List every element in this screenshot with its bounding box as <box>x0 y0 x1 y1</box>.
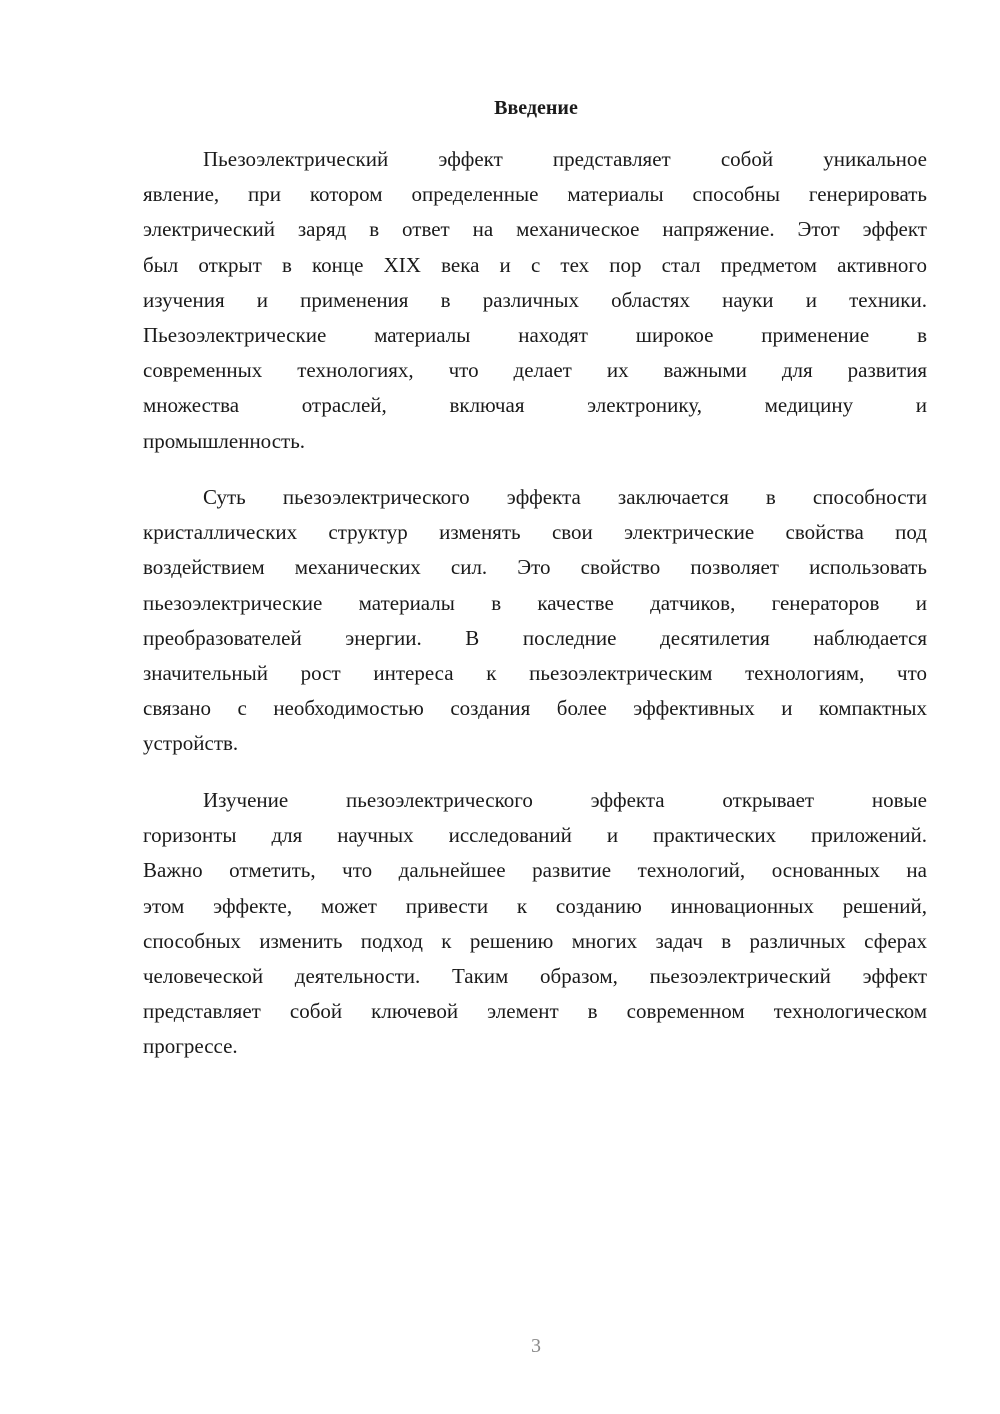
paragraph <box>143 480 927 762</box>
text-line: электрический заряд в ответ на механическое напряжение. Этот эффект <box>143 217 927 242</box>
text-line: современных технологиях, что делает их важными для развития <box>143 358 927 383</box>
text-line: Суть пьезоэлектрического эффекта заключается в способности <box>203 485 927 509</box>
paragraph <box>143 142 927 459</box>
text-line: воздействием механических сил. Это свойство позволяет использовать <box>143 555 927 580</box>
text-line: прогрессе. <box>143 1034 238 1059</box>
text-line: преобразователей энергии. В последние десятилетия наблюдается <box>143 625 927 650</box>
text-line: промышленность. <box>143 428 306 453</box>
text-line: горизонты для научных исследований и практических приложений. <box>143 823 927 848</box>
page-number: 3 <box>531 1335 541 1357</box>
text-line: пьезоэлектрические материалы в качестве датчиков, генераторов и <box>143 590 927 615</box>
text-line: значительный рост интереса к пьезоэлектрическим технологиям, что <box>143 660 927 685</box>
text-line: кристаллических структур изменять свои электрические свойства под <box>143 520 927 545</box>
text-line: Пьезоэлектрические материалы находят широкое применение в <box>143 322 927 347</box>
text-line: изучения и применения в различных областях науки и техники. <box>143 287 927 312</box>
text-line: был открыт в конце XIX века и с тех пор стал предметом активного <box>143 252 927 277</box>
text-line: связано с необходимостью создания более эффективных и компактных <box>143 696 927 721</box>
section-title: Введение <box>494 97 578 119</box>
text-line: представляет собой ключевой элемент в современном технологическом <box>143 999 927 1024</box>
text-line: явление, при котором определенные материалы способны генерировать <box>143 182 927 207</box>
text-line: Изучение пьезоэлектрического эффекта открывает новые <box>203 788 927 812</box>
text-line: Пьезоэлектрический эффект представляет собой уникальное <box>203 147 927 171</box>
paragraph <box>143 783 927 1065</box>
text-line: Важно отметить, что дальнейшее развитие технологий, основанных на <box>143 858 927 883</box>
text-line: устройств. <box>143 731 239 756</box>
text-line: способных изменить подход к решению многих задач в различных сферах <box>143 928 927 953</box>
text-line: множества отраслей, включая электронику, медицину и <box>143 393 927 418</box>
text-line: этом эффекте, может привести к созданию инновационных решений, <box>143 893 927 918</box>
text-line: человеческой деятельности. Таким образом, пьезоэлектрический эффект <box>143 963 927 988</box>
